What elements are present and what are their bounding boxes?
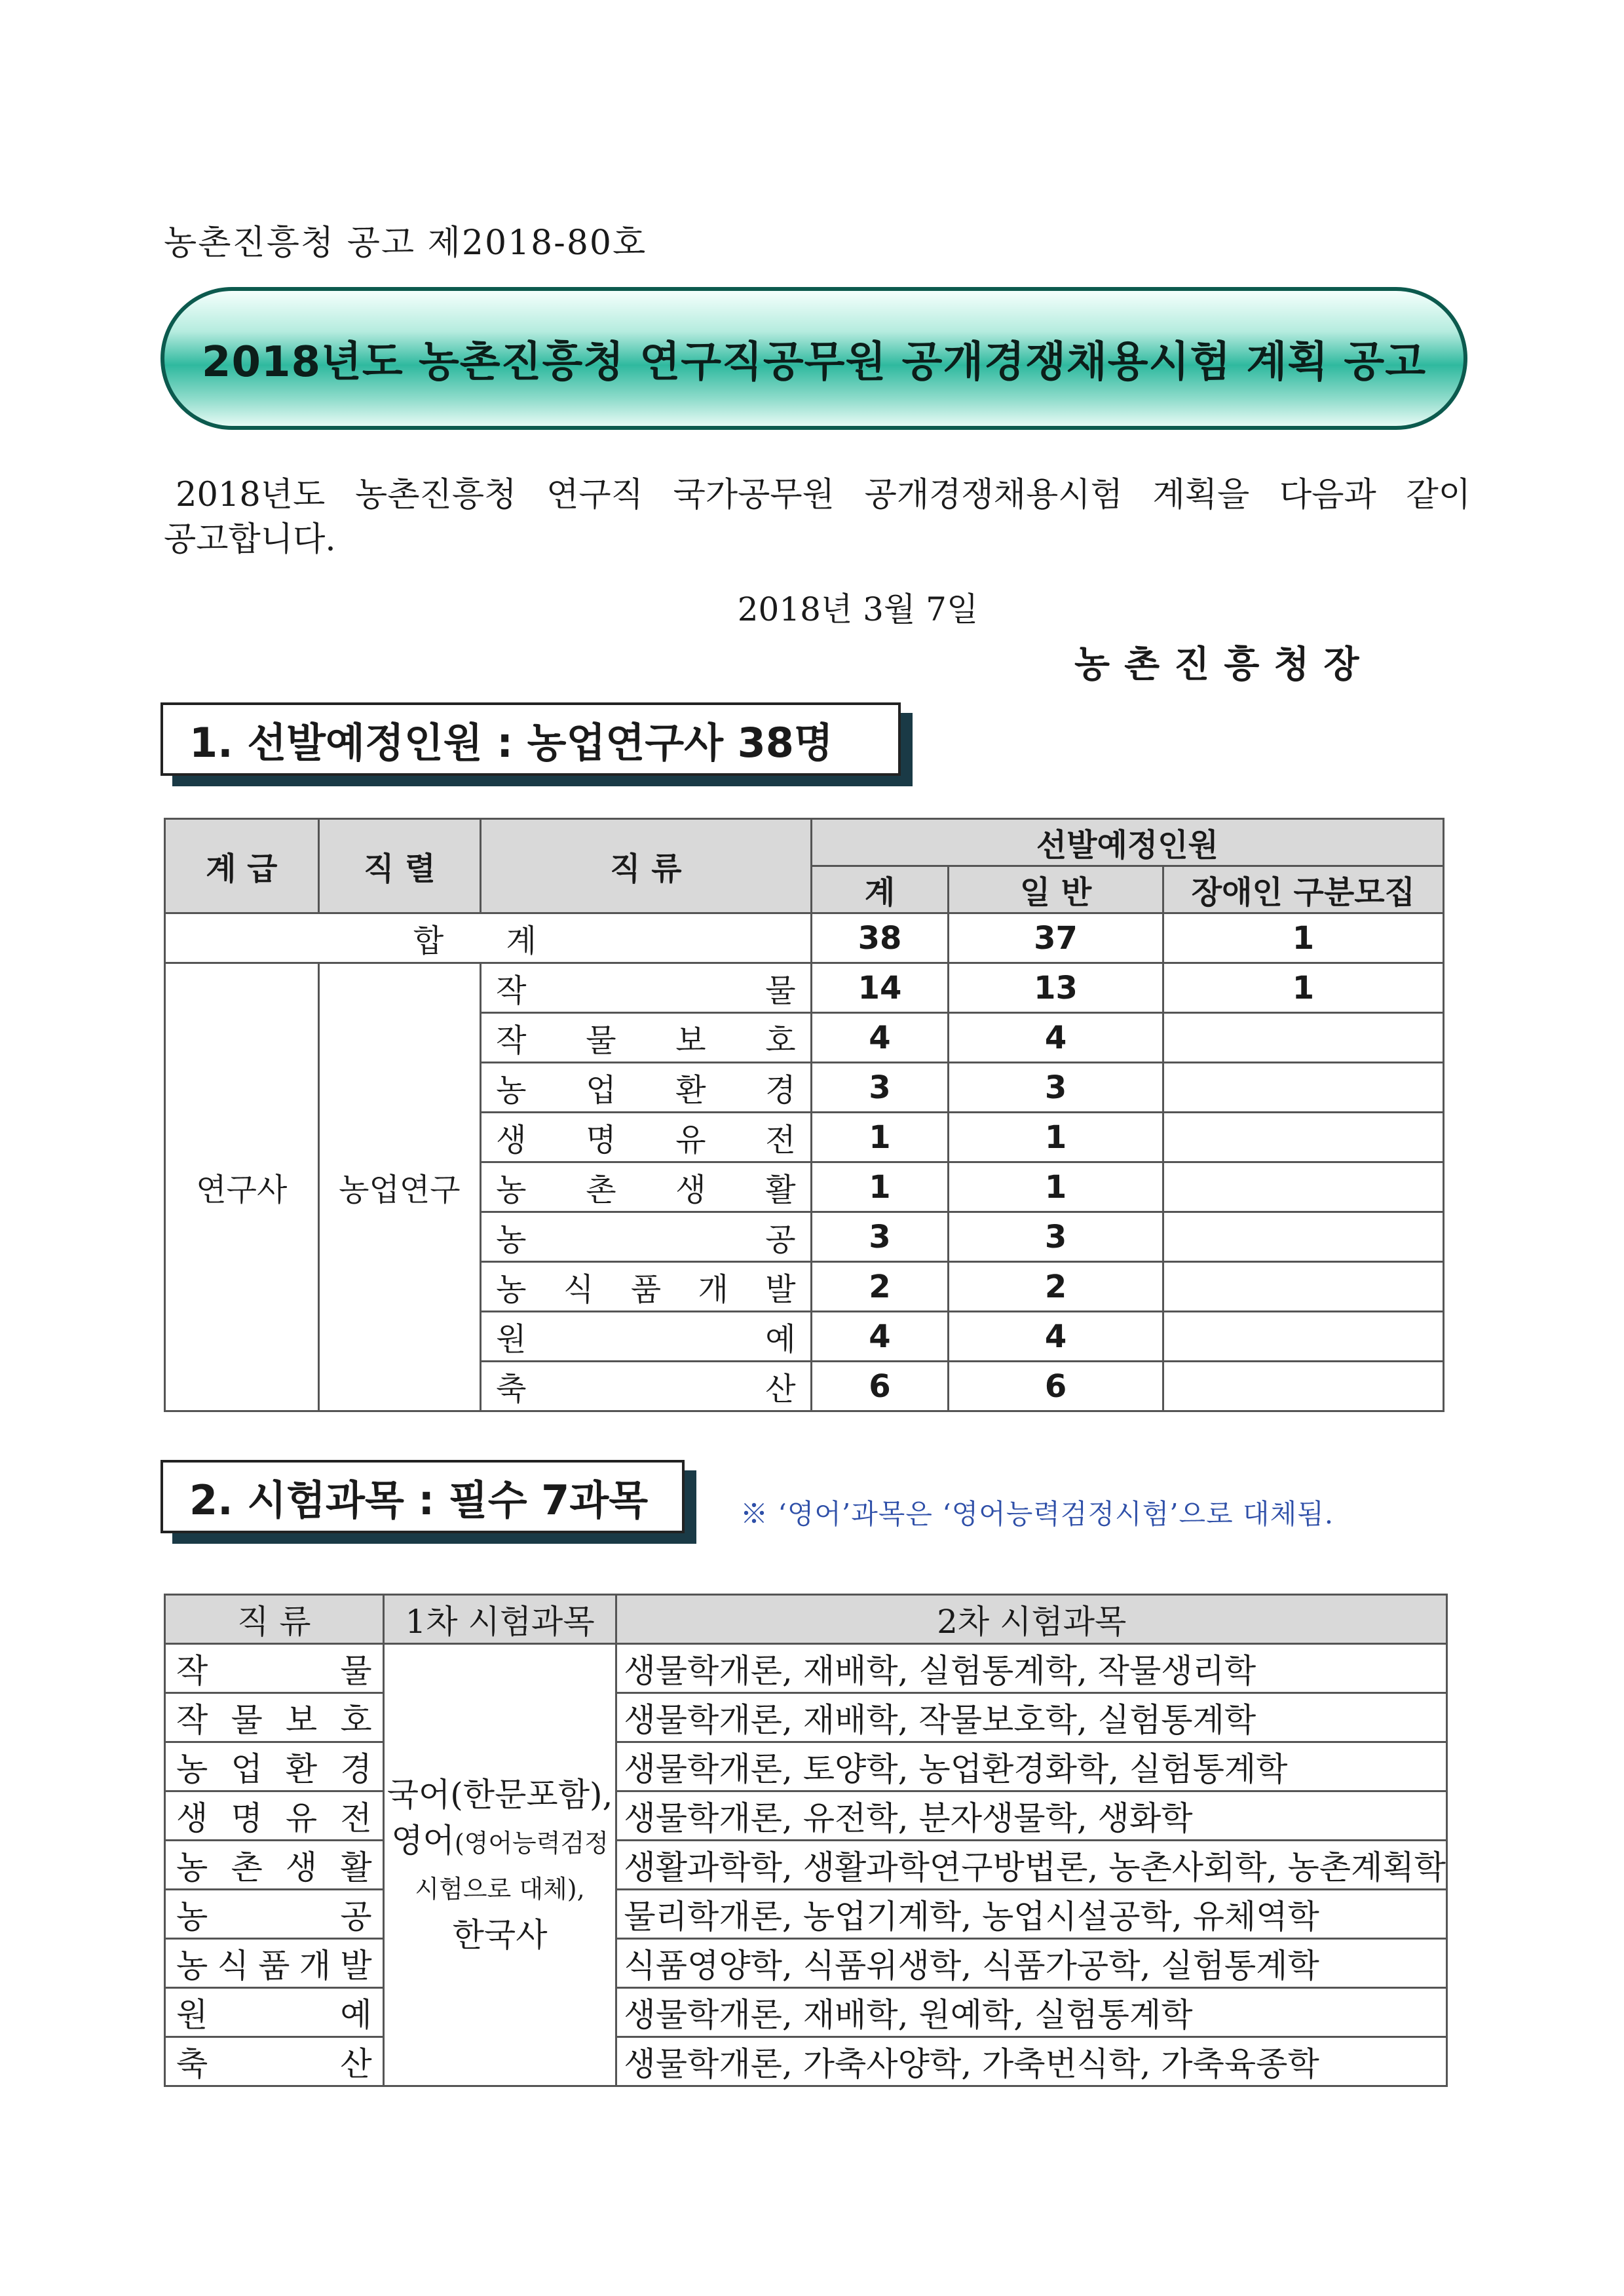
header-second-subjects: 2차 시험과목 (616, 1595, 1447, 1644)
category-label (496, 1314, 796, 1359)
category-cell (481, 1312, 812, 1362)
row-general: 3 (949, 1063, 1163, 1113)
row-disabled (1163, 1262, 1443, 1312)
category-char: 예 (765, 1321, 796, 1358)
table-row (165, 1841, 1447, 1890)
category-char: 경 (765, 1072, 796, 1109)
category-char: 농 (496, 1172, 527, 1208)
category-label (176, 1792, 372, 1839)
first-subjects-english: 영어 (391, 1822, 455, 1860)
category-char: 발 (340, 1947, 372, 1985)
second-subjects-cell: 생물학개론, 재배학, 실험통계학, 작물생리학 (616, 1644, 1447, 1693)
notice-number: 농촌진흥청 공고 제2018-80호 (164, 223, 647, 263)
second-subjects-cell: 물리학개론, 농업기계학, 농업시설공학, 유체역학 (616, 1890, 1447, 1939)
first-subjects-line-1: 국어(한문포함), (387, 1776, 613, 1814)
header-category: 직 류 (481, 819, 812, 913)
second-subjects-cell: 생활과학학, 생활과학연구방법론, 농촌사회학, 농촌계획학 (616, 1841, 1447, 1890)
category-char: 유 (675, 1122, 706, 1158)
category-char: 물 (231, 1701, 263, 1739)
category-cell (165, 1890, 384, 1939)
notice-date-text: 2018년 3월 7일 (737, 590, 979, 628)
second-subjects-cell: 생물학개론, 재배학, 작물보호학, 실험통계학 (616, 1693, 1447, 1742)
header-planned: 선발예정인원 (811, 819, 1443, 866)
category-char: 공 (765, 1221, 796, 1258)
category-char: 품 (258, 1947, 290, 1985)
intro-paragraph (164, 473, 1471, 562)
row-general: 4 (949, 1013, 1163, 1063)
category-cell (481, 1362, 812, 1411)
category-label (176, 1890, 372, 1938)
row-total: 4 (811, 1312, 949, 1362)
category-label (176, 1694, 372, 1741)
table-row (165, 1791, 1447, 1841)
category-cell (165, 1939, 384, 1988)
category-char: 원 (176, 1996, 208, 2034)
row-disabled (1163, 1212, 1443, 1262)
second-subjects-cell: 생물학개론, 재배학, 원예학, 실험통계학 (616, 1988, 1447, 2037)
category-char: 보 (285, 1701, 318, 1739)
category-char: 개 (698, 1271, 728, 1308)
category-char: 생 (176, 1799, 208, 1837)
category-label (496, 1065, 796, 1110)
category-char: 생 (285, 1848, 318, 1886)
header-total: 계 (811, 866, 949, 913)
series-cell: 농업연구 (318, 963, 481, 1411)
intro-line-1: 2018년도 농촌진흥청 연구직 국가공무원 공개경쟁채용시험 계획을 다음과 같이 (176, 476, 1471, 514)
category-char: 작 (176, 1652, 208, 1690)
title-banner (161, 287, 1467, 430)
sum-total: 38 (811, 913, 949, 963)
category-cell (165, 1841, 384, 1890)
first-subjects-line-3: 시험으로 대체), (415, 1875, 585, 1904)
second-subjects-cell: 생물학개론, 가축사양학, 가축번식학, 가축육종학 (616, 2037, 1447, 2086)
second-subjects-cell: 식품영양학, 식품위생학, 식품가공학, 실험통계학 (616, 1939, 1447, 1988)
first-subjects-english-note: (영어능력검정 (454, 1829, 609, 1858)
sum-general: 37 (949, 913, 1163, 963)
category-label (496, 1015, 796, 1060)
category-cell (481, 1162, 812, 1212)
header-disabled: 장애인 구분모집 (1163, 866, 1443, 913)
row-total: 1 (811, 1162, 949, 1212)
second-subjects-cell: 생물학개론, 유전학, 분자생물학, 생화학 (616, 1791, 1447, 1841)
category-char: 촌 (586, 1172, 616, 1208)
section-2-heading (161, 1460, 685, 1533)
sum-row (165, 913, 1444, 963)
category-char: 식 (217, 1947, 249, 1985)
category-label (176, 2038, 372, 2085)
category-char: 농 (496, 1271, 527, 1308)
category-char: 축 (496, 1371, 527, 1407)
second-subjects-cell: 생물학개론, 토양학, 농업환경화학, 실험통계학 (616, 1742, 1447, 1791)
category-label (496, 1364, 796, 1409)
category-char: 호 (340, 1701, 372, 1739)
row-disabled (1163, 1312, 1443, 1362)
category-char: 명 (231, 1799, 263, 1837)
category-char: 명 (586, 1122, 616, 1158)
category-label (176, 1743, 372, 1790)
category-cell (165, 1988, 384, 2037)
category-label (496, 1264, 796, 1309)
category-char: 생 (496, 1122, 527, 1158)
category-char: 축 (176, 2045, 208, 2083)
row-total: 2 (811, 1262, 949, 1312)
category-char: 업 (586, 1072, 616, 1109)
category-char: 물 (340, 1652, 372, 1690)
category-cell (165, 1693, 384, 1742)
header-grade: 계 급 (165, 819, 319, 913)
category-char: 발 (765, 1271, 796, 1308)
table-row (165, 1988, 1447, 2037)
table-row (165, 1742, 1447, 1791)
category-char: 농 (176, 1947, 208, 1985)
category-cell (481, 963, 812, 1013)
header-category-text: 직 류 (237, 1603, 311, 1641)
row-total: 6 (811, 1362, 949, 1411)
section-1-heading (161, 702, 901, 776)
row-disabled (1163, 1013, 1443, 1063)
header-category (165, 1595, 384, 1644)
row-disabled (1163, 1113, 1443, 1162)
recruitment-table (164, 818, 1445, 1412)
section-2-title: 2. 시험과목 : 필수 7과목 (189, 1476, 649, 1524)
first-subjects-line-4: 한국사 (452, 1916, 548, 1954)
header-first-subjects: 1차 시험과목 (383, 1595, 616, 1644)
category-char: 작 (496, 972, 527, 1009)
category-label (176, 1841, 372, 1888)
sum-label: 합 계 (165, 913, 812, 963)
sum-disabled: 1 (1163, 913, 1443, 963)
category-cell (165, 1742, 384, 1791)
category-char: 개 (299, 1947, 331, 1985)
row-general: 1 (949, 1113, 1163, 1162)
row-total: 4 (811, 1013, 949, 1063)
category-char: 생 (675, 1172, 706, 1208)
category-char: 농 (176, 1750, 208, 1788)
category-char: 작 (496, 1022, 527, 1059)
row-general: 2 (949, 1262, 1163, 1312)
first-subjects-line-2 (385, 1818, 616, 1866)
category-char: 환 (675, 1072, 706, 1109)
category-char: 활 (765, 1172, 796, 1208)
category-char: 산 (340, 2045, 372, 2083)
category-label (176, 1645, 372, 1692)
subjects-table (164, 1594, 1448, 2087)
category-char: 식 (563, 1271, 594, 1308)
row-total: 1 (811, 1113, 949, 1162)
intro-line-2: 공고합니다. (164, 520, 336, 559)
row-general: 13 (949, 963, 1163, 1013)
row-general: 4 (949, 1312, 1163, 1362)
category-cell (481, 1113, 812, 1162)
signer: 농촌진흥청장 (1074, 643, 1374, 686)
category-char: 공 (340, 1898, 372, 1936)
table-row (165, 2037, 1447, 2086)
category-cell (481, 1063, 812, 1113)
first-subjects-cell (383, 1644, 616, 2086)
notice-date (0, 583, 1624, 630)
category-char: 호 (765, 1022, 796, 1059)
category-char: 유 (285, 1799, 318, 1837)
category-char: 경 (340, 1750, 372, 1788)
row-disabled (1163, 1362, 1443, 1411)
table-row (165, 1644, 1447, 1693)
category-label (496, 1115, 796, 1160)
row-disabled: 1 (1163, 963, 1443, 1013)
category-char: 활 (340, 1848, 372, 1886)
category-label (176, 1989, 372, 2036)
row-disabled (1163, 1162, 1443, 1212)
category-char: 촌 (231, 1848, 263, 1886)
category-char: 농 (496, 1221, 527, 1258)
section-1-title: 1. 선발예정인원 : 농업연구사 38명 (189, 718, 833, 767)
category-char: 물 (765, 972, 796, 1009)
category-label (496, 1214, 796, 1259)
table-row (165, 1939, 1447, 1988)
category-char: 전 (765, 1122, 796, 1158)
category-char: 농 (176, 1848, 208, 1886)
category-cell (165, 1791, 384, 1841)
row-general: 6 (949, 1362, 1163, 1411)
category-cell (481, 1013, 812, 1063)
category-cell (481, 1212, 812, 1262)
category-cell (481, 1262, 812, 1312)
row-general: 1 (949, 1162, 1163, 1212)
row-total: 3 (811, 1212, 949, 1262)
category-char: 업 (231, 1750, 263, 1788)
category-label (496, 1164, 796, 1210)
category-char: 농 (496, 1072, 527, 1109)
row-general: 3 (949, 1212, 1163, 1262)
table-row (165, 1890, 1447, 1939)
category-char: 농 (176, 1898, 208, 1936)
page-title: 2018년도 농촌진흥청 연구직공무원 공개경쟁채용시험 계획 공고 (201, 338, 1427, 387)
category-char: 물 (586, 1022, 616, 1059)
grade-cell: 연구사 (165, 963, 319, 1411)
category-cell (165, 1644, 384, 1693)
category-char: 환 (285, 1750, 318, 1788)
row-total: 3 (811, 1063, 949, 1113)
row-total: 14 (811, 963, 949, 1013)
category-char: 보 (675, 1022, 706, 1059)
header-series: 직 렬 (318, 819, 481, 913)
table-row (165, 963, 1444, 1013)
category-label (176, 1940, 372, 1987)
category-char: 전 (340, 1799, 372, 1837)
table-row (165, 1693, 1447, 1742)
category-char: 원 (496, 1321, 527, 1358)
category-label (496, 965, 796, 1010)
header-general: 일 반 (949, 866, 1163, 913)
category-char: 품 (630, 1271, 662, 1308)
category-char: 작 (176, 1701, 208, 1739)
row-disabled (1163, 1063, 1443, 1113)
english-note: ※ ‘영어’과목은 ‘영어능력검정시험’으로 대체됨. (740, 1498, 1334, 1530)
category-char: 산 (765, 1371, 796, 1407)
category-cell (165, 2037, 384, 2086)
category-char: 예 (340, 1996, 372, 2034)
